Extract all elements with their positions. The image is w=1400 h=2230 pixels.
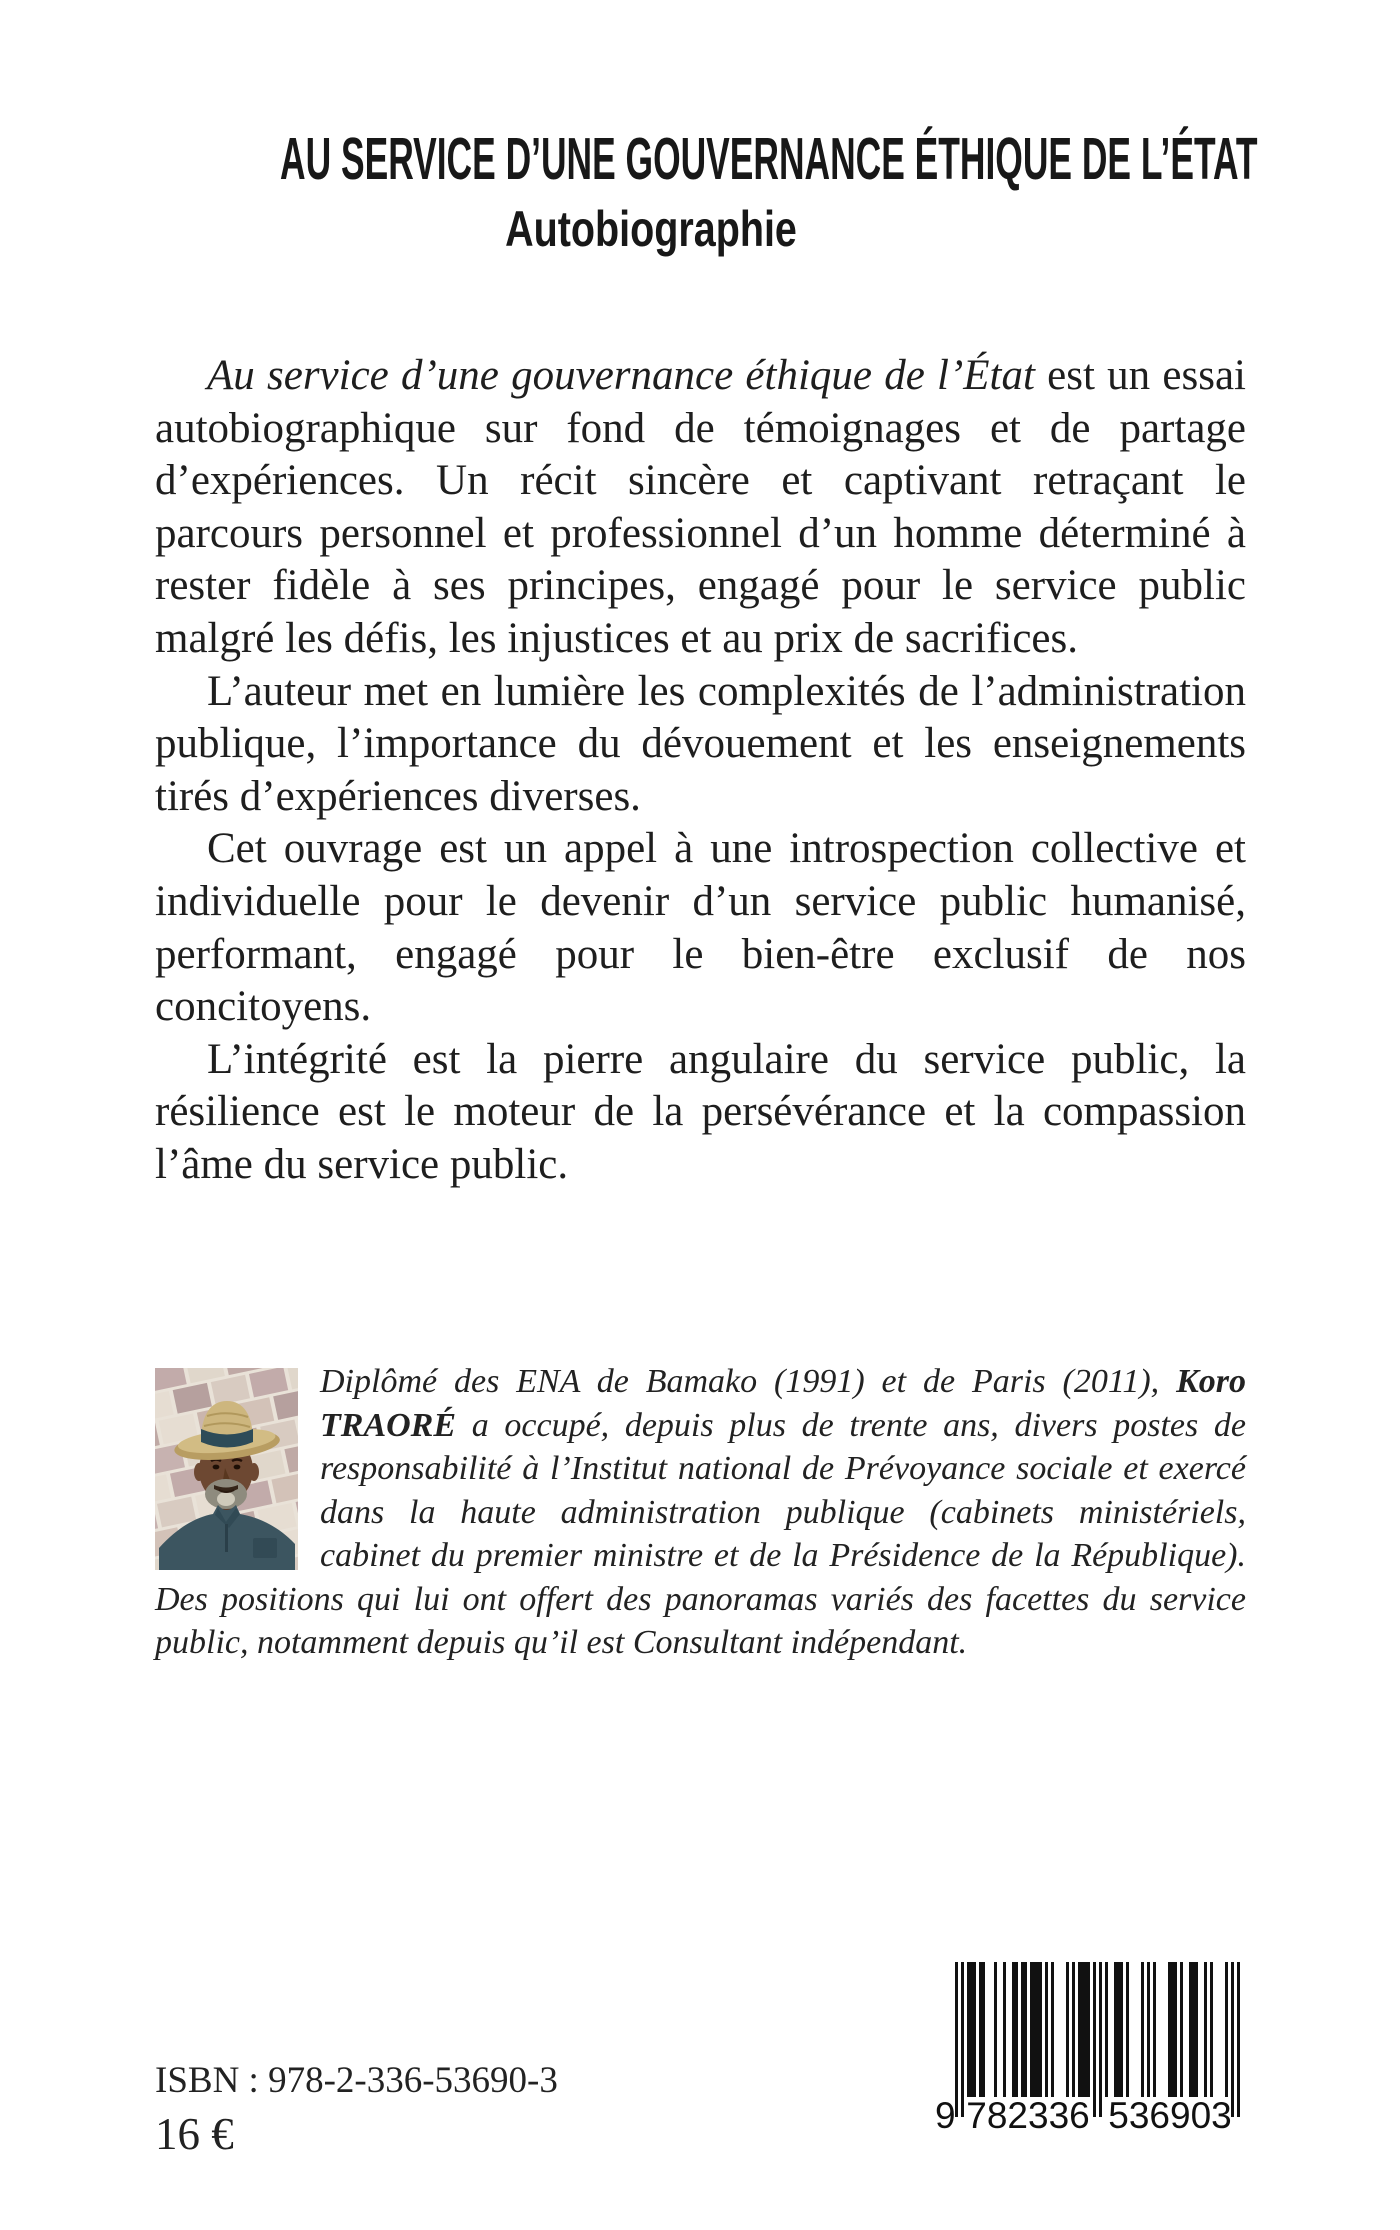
barcode-bars [955,1962,1240,2117]
book-title: AU SERVICE D’UNE GOUVERNANCE ÉTHIQUE DE L’ÉTAT [279,126,1258,192]
author-bio-after: a occupé, depuis plus de trente ans, divers postes de responsabilité à l’Institut national de Prévoyance sociale et exercé dans la haute administration publique (cabinets ministériels, cabinet du premier ministre et de la Présidence de la République). Des positions qui lui ont offert des panoramas variés des facettes du service public, notamment depuis qu’il est Consultant indépendant. [155,1406,1246,1661]
synopsis-paragraph-2: L’auteur met en lumière les complexités de l’administration publique, l’importance du dévouement et les enseignements tirés d’expériences diverses. [155,667,1246,820]
synopsis [155,350,1246,1192]
synopsis-lead-italic: Au service d’une gouvernance éthique de l’État [207,352,1035,399]
synopsis-paragraph-1 [155,350,1246,666]
author-photo-illustration [155,1368,298,1570]
author-name: Koro TRAORÉ [320,1363,1246,1444]
isbn-text: ISBN : 978-2-336-53690-3 [155,2060,558,2101]
price-text: 16 € [155,2109,234,2159]
author-photo [155,1368,298,1570]
book-subtitle: Autobiographie [505,201,797,257]
author-section [155,1360,1246,1665]
author-bio-before: Diplômé des ENA de Bamako (1991) et de Paris (2011), [320,1363,1177,1400]
barcode-digits-right: 536903 [1108,2095,1232,2134]
barcode [933,1962,1245,2134]
barcode-left-digit: 9 [935,2095,956,2134]
barcode-digits-left: 782336 [966,2095,1090,2134]
synopsis-paragraph-3: Cet ouvrage est un appel à une introspection collective et individuelle pour le devenir d’un service public humanisé, performant, engagé pour le bien-être exclusif de nos concitoyens. [155,825,1246,1031]
synopsis-paragraph-1-rest: est un essai autobiographique sur fond de témoignages et de partage d’expériences. Un récit sincère et captivant retraçant le parcours personnel et professionnel d’un homme déterminé à rester fidèle à ses principes, engagé pour le service public malgré les défis, les injustices et au prix de sacrifices. [155,352,1246,662]
synopsis-paragraph-4: L’intégrité est la pierre angulaire du service public, la résilience est le moteur de la persévérance et la compassion l’âme du service public. [155,1035,1246,1188]
